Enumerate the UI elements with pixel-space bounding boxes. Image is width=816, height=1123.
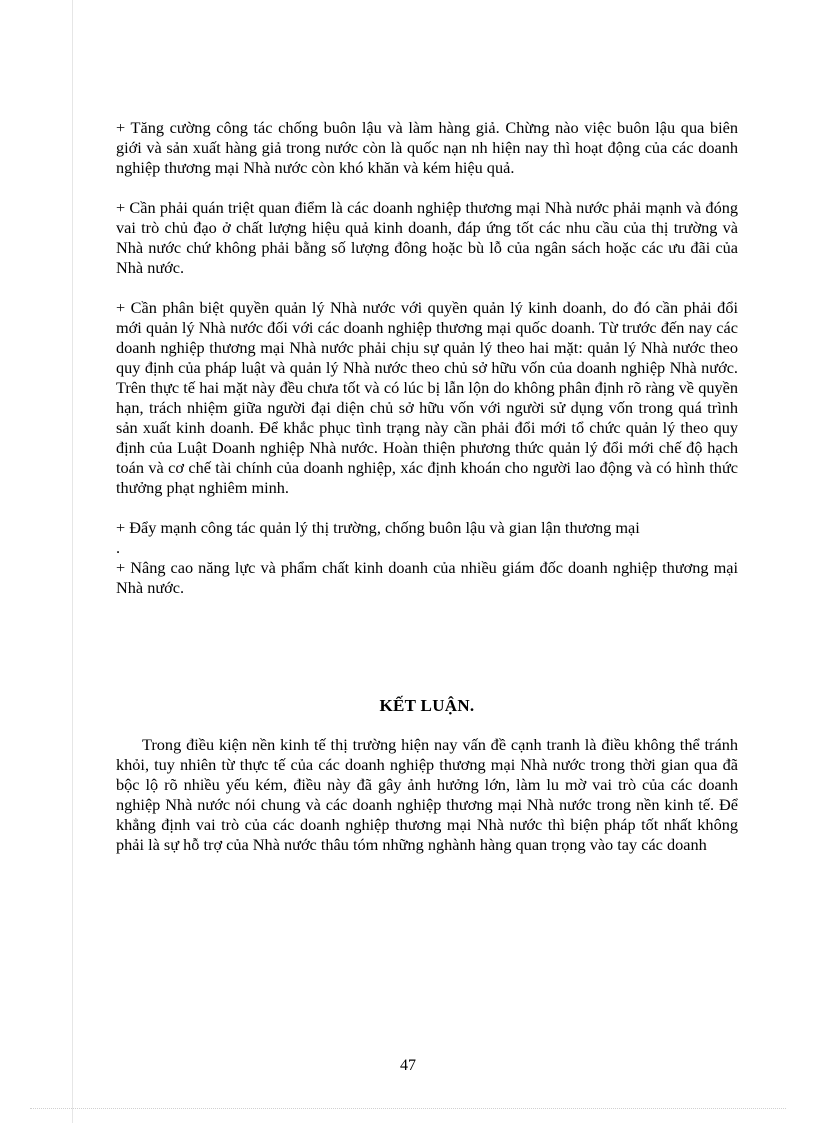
paragraph-management-reform: + Cần phân biệt quyền quản lý Nhà nước với quyền quản lý kinh doanh, do đó cần phải đổi mới quản lý Nhà nước đối với các doanh nghiệp thương mại quốc doanh. Từ trước đến nay các doanh nghiệp thương mại Nhà nước phải chịu sự quản lý theo hai mặt: quản lý Nhà nước theo quy định của pháp luật và quản lý Nhà nước theo chủ sở hữu vốn của doanh nghiệp Nhà nước. Trên thực tế hai mặt này đều chưa tốt và có lúc bị lẫn lộn do không phân định rõ ràng về quyền hạn, trách nhiệm giữa người đại diện chủ sở hữu vốn với người sử dụng vốn trong quá trình sản xuất kinh doanh. Để khắc phục tình trạng này cần phải đổi mới tổ chức quản lý theo quy định của Luật Doanh nghiệp Nhà nước. Hoàn thiện phương thức quản lý đổi mới chế độ hạch toán và cơ chế tài chính của doanh nghiệp, xác định khoán cho người lao động và có hình thức thưởng phạt nghiêm minh.	[116, 298, 738, 497]
paragraph-state-enterprise-role: + Cần phải quán triệt quan điểm là các doanh nghiệp thương mại Nhà nước phải mạnh và đóng vai trò chủ đạo ở chất lượng hiệu quả kinh doanh, đáp ứng tốt các nhu cầu của thị trường và Nhà nước chứ không phải bằng số lượng đông hoặc bù lỗ của ngân sách hoặc các ưu đãi của Nhà nước.	[116, 198, 738, 277]
paragraph-market-management: + Đẩy mạnh công tác quản lý thị trường, chống buôn lậu và gian lận thương mại	[116, 518, 640, 537]
page-content	[116, 118, 738, 855]
page-number: 47	[400, 1057, 416, 1074]
conclusion-body: Trong điều kiện nền kinh tế thị trường hiện nay vấn đề cạnh tranh là điều không thể tránh khỏi, tuy nhiên từ thực tế của các doanh nghiệp thương mại Nhà nước trong thời gian qua đã bộc lộ rõ nhiều yếu kém, điều này đã gây ảnh hưởng lớn, làm lu mờ vai trò của các doanh nghiệp Nhà nước nói chung và các doanh nghiệp thương mại Nhà nước trong nền kinh tế. Để khẳng định vai trò của các doanh nghiệp thương mại Nhà nước thì biện pháp tốt nhất không phải là sự hỗ trợ của Nhà nước thâu tóm những nghành hàng quan trọng vào tay các doanh	[116, 735, 738, 854]
bottom-rule	[30, 1108, 786, 1109]
stray-dot: .	[116, 538, 121, 557]
conclusion-heading: KẾT LUẬN.	[379, 696, 475, 715]
paragraph-anti-smuggling: + Tăng cường công tác chống buôn lậu và làm hàng giả. Chừng nào việc buôn lậu qua biên giới và sản xuất hàng giả trong nước còn là quốc nạn nh hiện nay thì hoạt động của các doanh nghiệp thương mại Nhà nước còn khó khăn và kém hiệu quả.	[116, 118, 738, 177]
paragraph-director-capability: + Nâng cao năng lực và phẩm chất kinh doanh của nhiều giám đốc doanh nghiệp thương mại Nhà nước.	[116, 558, 738, 597]
